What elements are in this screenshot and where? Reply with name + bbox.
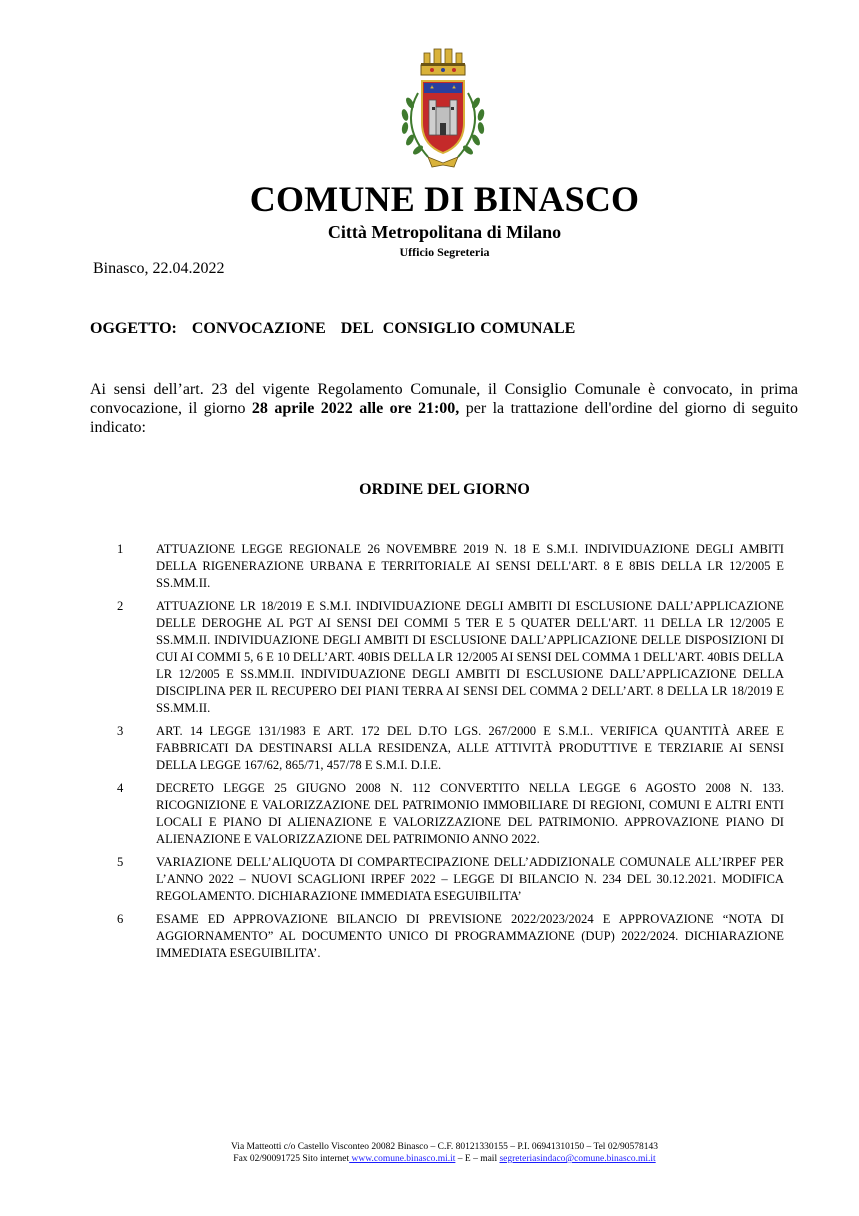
email-link[interactable]: segreteriasindaco@comune.binasco.mi.it bbox=[499, 1154, 656, 1164]
agenda-item-text: ESAME ED APPROVAZIONE BILANCIO DI PREVISIONE 2022/2023/2024 E APPROVAZIONE “NOTA DI AGGIORNAMENTO” AL DOCUMENTO UNICO DI PROGRAMMAZIONE (DUP) 2022/2024. DICHIARAZIONE IMMEDIATA ESEGUIBILITA’. bbox=[156, 912, 784, 960]
footer-fax: Fax 02/90091725 Sito internet bbox=[233, 1154, 350, 1164]
agenda-item-number: 5 bbox=[117, 855, 124, 869]
agenda-item-number: 1 bbox=[117, 542, 124, 556]
agenda-item-number: 3 bbox=[117, 724, 124, 738]
agenda-item bbox=[117, 854, 784, 905]
ribbon-icon bbox=[428, 157, 458, 167]
crown-icon bbox=[421, 49, 465, 75]
meeting-datetime: 28 aprile 2022 alle ore 21:00, bbox=[251, 400, 460, 417]
intro-text-part1: Ai sensi dell’art. 23 del vigente Regolamento Comunale, il Consiglio Comunale è convocato, in prima convocazione, il giorno bbox=[90, 381, 798, 417]
agenda-item-number: 4 bbox=[117, 781, 124, 795]
office-label: Ufficio Segreteria bbox=[399, 245, 490, 259]
municipal-coat-of-arms-icon bbox=[388, 45, 498, 180]
footer-email-label: – E – mail bbox=[455, 1154, 500, 1164]
agenda-list bbox=[117, 541, 784, 968]
agenda-item-text: ATTUAZIONE LEGGE REGIONALE 26 NOVEMBRE 2019 N. 18 E S.M.I. INDIVIDUAZIONE DEGLI AMBITI DELLA RIGENERAZIONE URBANA E TERRITORIALE AI SENSI DELL'ART. 8 E 8BIS DELLA LR 12/2005 E SS.MM.II. bbox=[156, 542, 784, 590]
agenda-item-text: DECRETO LEGGE 25 GIUGNO 2008 N. 112 CONVERTITO NELLA LEGGE 6 AGOSTO 2008 N. 133. RICOGNIZIONE E VALORIZZAZIONE DEL PATRIMONIO IMMOBILIARE DI REGIONI, COMUNI E ALTRI ENTI LOCALI E PIANO DI ALIENAZIONE E VALORIZZAZIONE DEL PATRIMONIO. APPROVAZIONE PIANO DI ALIENAZIONE E VALORIZZAZIONE DEL PATRIMONIO ANNO 2022. bbox=[156, 781, 784, 846]
agenda-item-text: VARIAZIONE DELL’ALIQUOTA DI COMPARTECIPAZIONE DELL’ADDIZIONALE COMUNALE ALL’IRPEF PER L’ANNO 2022 – NUOVI SCAGLIONI IRPEF 2022 – LEGGE DI BILANCIO N. 234 DEL 30.12.2021. MODIFICA REGOLAMENTO. DICHIARAZIONE IMMEDIATA ESEGUIBILITA’ bbox=[156, 855, 784, 903]
agenda-item-text: ATTUAZIONE LR 18/2019 E S.M.I. INDIVIDUAZIONE DEGLI AMBITI DI ESCLUSIONE DALL’APPLICAZIONE DELLE DEROGHE AL PGT AI SENSI DEI COMMI 5 TER E 5 QUATER DELL'ART. 11 DELLA LR 12/2005 E SS.MM.II. INDIVIDUAZIONE DEGLI AMBITI DI ESCLUSIONE DALL’APPLICAZIONE DELLE DISPOSIZIONI DI CUI AI COMMI 5, 6 E 10 DELL’ART. 40BIS DELLA LR 12/2005 AI SENSI DEL COMMA 1 DELL'ART. 40BIS DELLA LR 12/2005 E SS.MM.II. INDIVIDUAZIONE DEGLI AMBITI DI ESCLUSIONE DALL’APPLICAZIONE DELLA DISCIPLINA PER IL RECUPERO DEI PIANI TERRA AI SENSI DEL COMMA 2 DELL’ART. 8 DELLA LR 18/2019 E SS.MM.II. bbox=[156, 599, 784, 715]
page-title: COMUNE DI BINASCO bbox=[249, 179, 640, 219]
agenda-item bbox=[117, 541, 784, 592]
intro-text-part2: per la trattazione dell'ordine del giorno di seguito indicato: bbox=[90, 400, 798, 436]
agenda-title: ORDINE DEL GIORNO bbox=[359, 481, 530, 498]
agenda-item bbox=[117, 598, 784, 717]
agenda-item bbox=[117, 780, 784, 848]
agenda-item-number: 6 bbox=[117, 912, 124, 926]
agenda-item-number: 2 bbox=[117, 599, 124, 613]
agenda-item bbox=[117, 723, 784, 774]
intro-paragraph bbox=[90, 380, 798, 437]
shield-icon bbox=[422, 81, 464, 153]
website-link[interactable]: www.comune.binasco.mi.it bbox=[349, 1154, 456, 1164]
page-subtitle: Città Metropolitana di Milano bbox=[327, 222, 562, 242]
document-subject: OGGETTO: CONVOCAZIONE DEL CONSIGLIO COMUNALE bbox=[90, 320, 576, 337]
agenda-item-text: ART. 14 LEGGE 131/1983 E ART. 172 DEL D.TO LGS. 267/2000 E S.M.I.. VERIFICA QUANTITÀ AREE E FABBRICATI DA DESTINARSI ALLA RESIDENZA, ALLE ATTIVITÀ PRODUTTIVE E TERZIARIE AI SENSI DELLA LEGGE 167/62, 865/71, 457/78 E S.M.I. D.I.E. bbox=[156, 724, 784, 772]
agenda-item bbox=[117, 911, 784, 962]
page-footer bbox=[0, 1141, 859, 1165]
footer-address: Via Matteotti c/o Castello Visconteo 20082 Binasco – C.F. 80121330155 – P.I. 06941310150 – Tel 02/90578143 bbox=[231, 1142, 658, 1152]
footer-contacts bbox=[0, 1153, 859, 1165]
document-date: Binasco, 22.04.2022 bbox=[93, 260, 225, 277]
